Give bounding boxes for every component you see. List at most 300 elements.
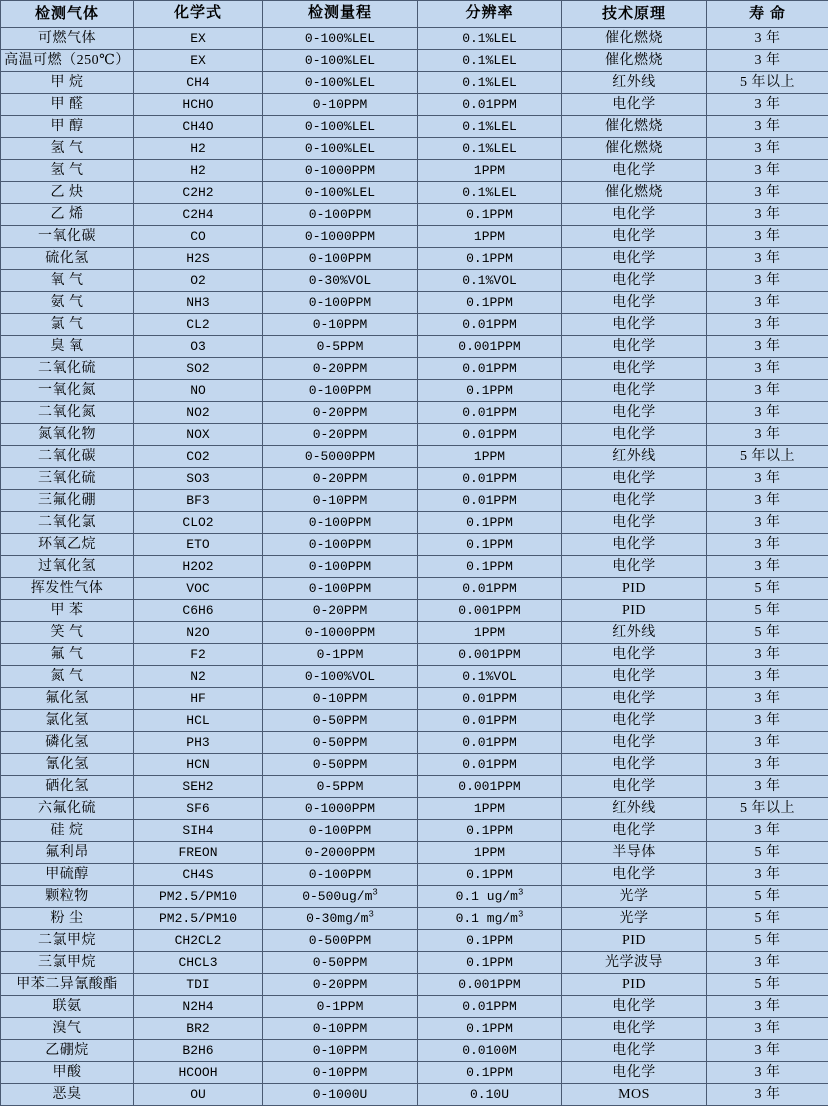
- cell-resolution: 1PPM: [418, 160, 562, 182]
- cell-resolution: 0.1PPM: [418, 952, 562, 974]
- cell-lifespan: 5 年: [707, 974, 828, 996]
- table-row: [1, 974, 828, 996]
- cell-lifespan: 5 年: [707, 622, 828, 644]
- cell-technology: 电化学: [562, 1062, 707, 1084]
- table-row: [1, 1018, 828, 1040]
- cell-range: 0-50PPM: [263, 732, 418, 754]
- cell-gas: 三氧化硫: [1, 468, 134, 490]
- cell-technology: 光学: [562, 908, 707, 930]
- cell-gas: 氟化氢: [1, 688, 134, 710]
- cell-gas: 二氧化碳: [1, 446, 134, 468]
- cell-range: 0-100PPM: [263, 292, 418, 314]
- cell-resolution: 1PPM: [418, 798, 562, 820]
- cell-range: 0-100PPM: [263, 534, 418, 556]
- cell-range: 0-100%LEL: [263, 138, 418, 160]
- cell-range: 0-10PPM: [263, 1040, 418, 1062]
- cell-range: 0-100%LEL: [263, 72, 418, 94]
- cell-range: 0-100PPM: [263, 864, 418, 886]
- cell-resolution: 0.1%LEL: [418, 116, 562, 138]
- cell-range: 0-100PPM: [263, 820, 418, 842]
- cell-technology: PID: [562, 578, 707, 600]
- cell-range: 0-20PPM: [263, 600, 418, 622]
- cell-lifespan: 3 年: [707, 138, 828, 160]
- cell-technology: 电化学: [562, 226, 707, 248]
- table-row: [1, 72, 828, 94]
- cell-formula: CO: [134, 226, 263, 248]
- cell-technology: 催化燃烧: [562, 50, 707, 72]
- table-row: [1, 380, 828, 402]
- cell-range: 0-100%LEL: [263, 28, 418, 50]
- cell-lifespan: 3 年: [707, 270, 828, 292]
- cell-resolution: 1PPM: [418, 446, 562, 468]
- cell-gas: 甲苯二异氰酸酯: [1, 974, 134, 996]
- cell-range: 0-500PPM: [263, 930, 418, 952]
- cell-gas: 甲 苯: [1, 600, 134, 622]
- cell-gas: 硒化氢: [1, 776, 134, 798]
- cell-resolution: 0.01PPM: [418, 996, 562, 1018]
- cell-lifespan: 3 年: [707, 402, 828, 424]
- cell-lifespan: 5 年: [707, 908, 828, 930]
- table-row: [1, 270, 828, 292]
- cell-formula: SO3: [134, 468, 263, 490]
- table-row: [1, 908, 828, 930]
- cell-formula: PM2.5/PM10: [134, 908, 263, 930]
- cell-technology: 电化学: [562, 732, 707, 754]
- cell-technology: 电化学: [562, 512, 707, 534]
- cell-lifespan: 3 年: [707, 512, 828, 534]
- cell-gas: 乙硼烷: [1, 1040, 134, 1062]
- cell-technology: 电化学: [562, 776, 707, 798]
- cell-resolution: 1PPM: [418, 622, 562, 644]
- cell-lifespan: 5 年: [707, 842, 828, 864]
- cell-lifespan: 3 年: [707, 952, 828, 974]
- cell-resolution: 0.1PPM: [418, 534, 562, 556]
- cell-lifespan: 3 年: [707, 292, 828, 314]
- table-row: [1, 468, 828, 490]
- cell-technology: 催化燃烧: [562, 138, 707, 160]
- cell-formula: N2: [134, 666, 263, 688]
- cell-lifespan: 3 年: [707, 116, 828, 138]
- cell-gas: 三氯甲烷: [1, 952, 134, 974]
- cell-technology: 电化学: [562, 490, 707, 512]
- cell-gas: 联氨: [1, 996, 134, 1018]
- cell-formula: BF3: [134, 490, 263, 512]
- cell-lifespan: 3 年: [707, 754, 828, 776]
- table-row: [1, 732, 828, 754]
- cell-formula: NO2: [134, 402, 263, 424]
- cell-gas: 磷化氢: [1, 732, 134, 754]
- cell-technology: 催化燃烧: [562, 182, 707, 204]
- cell-technology: 电化学: [562, 402, 707, 424]
- cell-technology: 电化学: [562, 424, 707, 446]
- cell-technology: 电化学: [562, 358, 707, 380]
- cell-formula: NO: [134, 380, 263, 402]
- cell-gas: 氮氧化物: [1, 424, 134, 446]
- cell-gas: 硅 烷: [1, 820, 134, 842]
- table-row: [1, 666, 828, 688]
- cell-lifespan: 3 年: [707, 556, 828, 578]
- cell-resolution: 0.1PPM: [418, 930, 562, 952]
- table-row: [1, 138, 828, 160]
- cell-range: 0-50PPM: [263, 710, 418, 732]
- cell-technology: 电化学: [562, 534, 707, 556]
- cell-range: 0-100PPM: [263, 512, 418, 534]
- cell-gas: 乙 烯: [1, 204, 134, 226]
- cell-lifespan: 3 年: [707, 732, 828, 754]
- cell-formula: SEH2: [134, 776, 263, 798]
- cell-gas: 氯 气: [1, 314, 134, 336]
- cell-formula: CH4: [134, 72, 263, 94]
- cell-resolution: 0.1PPM: [418, 1062, 562, 1084]
- cell-resolution: 0.001PPM: [418, 974, 562, 996]
- table-row: [1, 534, 828, 556]
- cell-gas: 三氟化硼: [1, 490, 134, 512]
- cell-range: 0-2000PPM: [263, 842, 418, 864]
- cell-gas: 恶臭: [1, 1084, 134, 1106]
- cell-formula: N2O: [134, 622, 263, 644]
- cell-resolution: 0.1 $ug/m^3$: [418, 886, 562, 908]
- cell-lifespan: 3 年: [707, 1062, 828, 1084]
- column-header-resolution: 分辨率: [418, 1, 562, 28]
- cell-range: 0-10PPM: [263, 688, 418, 710]
- cell-resolution: 0.001PPM: [418, 644, 562, 666]
- cell-formula: H2: [134, 138, 263, 160]
- cell-resolution: 0.01PPM: [418, 710, 562, 732]
- cell-range: 0-10PPM: [263, 314, 418, 336]
- table-row: [1, 996, 828, 1018]
- table-row: [1, 886, 828, 908]
- cell-technology: 电化学: [562, 666, 707, 688]
- cell-gas: 二氧化氯: [1, 512, 134, 534]
- cell-range: 0-20PPM: [263, 468, 418, 490]
- cell-formula: H2: [134, 160, 263, 182]
- cell-formula: FREON: [134, 842, 263, 864]
- cell-range: 0-1000PPM: [263, 798, 418, 820]
- cell-resolution: 0.1%LEL: [418, 182, 562, 204]
- cell-range: 0-1000PPM: [263, 160, 418, 182]
- cell-formula: EX: [134, 50, 263, 72]
- cell-technology: 电化学: [562, 468, 707, 490]
- cell-range: $0-500ug/m^3$: [263, 886, 418, 908]
- cell-gas: 高温可燃（250℃）: [1, 50, 134, 72]
- cell-gas: 甲硫醇: [1, 864, 134, 886]
- cell-formula: SF6: [134, 798, 263, 820]
- table-row: [1, 842, 828, 864]
- cell-lifespan: 3 年: [707, 1018, 828, 1040]
- cell-technology: 电化学: [562, 1018, 707, 1040]
- table-row: [1, 226, 828, 248]
- cell-resolution: 0.1PPM: [418, 1018, 562, 1040]
- column-header-gas: 检测气体: [1, 1, 134, 28]
- cell-lifespan: 3 年: [707, 644, 828, 666]
- cell-lifespan: 3 年: [707, 50, 828, 72]
- cell-gas: 臭 氧: [1, 336, 134, 358]
- table-row: [1, 600, 828, 622]
- cell-technology: 光学波导: [562, 952, 707, 974]
- table-row: [1, 622, 828, 644]
- cell-resolution: 0.1%VOL: [418, 270, 562, 292]
- cell-technology: 电化学: [562, 864, 707, 886]
- cell-technology: PID: [562, 600, 707, 622]
- column-header-technology: 技术原理: [562, 1, 707, 28]
- cell-gas: 环氧乙烷: [1, 534, 134, 556]
- cell-lifespan: 3 年: [707, 204, 828, 226]
- cell-formula: ETO: [134, 534, 263, 556]
- cell-gas: 氧 气: [1, 270, 134, 292]
- cell-formula: C2H2: [134, 182, 263, 204]
- cell-lifespan: 3 年: [707, 820, 828, 842]
- cell-technology: MOS: [562, 1084, 707, 1106]
- cell-lifespan: 3 年: [707, 424, 828, 446]
- cell-resolution: 0.1%VOL: [418, 666, 562, 688]
- cell-resolution: 0.1%LEL: [418, 72, 562, 94]
- cell-lifespan: 3 年: [707, 1040, 828, 1062]
- cell-lifespan: 3 年: [707, 534, 828, 556]
- cell-technology: 红外线: [562, 72, 707, 94]
- cell-formula: C2H4: [134, 204, 263, 226]
- cell-gas: 硫化氢: [1, 248, 134, 270]
- cell-gas: 甲酸: [1, 1062, 134, 1084]
- cell-technology: 红外线: [562, 798, 707, 820]
- cell-technology: 电化学: [562, 644, 707, 666]
- cell-range: 0-1000PPM: [263, 622, 418, 644]
- cell-formula: CH4S: [134, 864, 263, 886]
- table-row: [1, 94, 828, 116]
- cell-formula: OU: [134, 1084, 263, 1106]
- cell-formula: CLO2: [134, 512, 263, 534]
- cell-resolution: 0.01PPM: [418, 490, 562, 512]
- table-row: [1, 1040, 828, 1062]
- cell-resolution: 0.1PPM: [418, 512, 562, 534]
- cell-gas: 氮 气: [1, 666, 134, 688]
- column-header-lifespan: 寿 命: [707, 1, 828, 28]
- cell-range: 0-100PPM: [263, 248, 418, 270]
- cell-gas: 氨 气: [1, 292, 134, 314]
- table-row: [1, 336, 828, 358]
- cell-technology: 电化学: [562, 292, 707, 314]
- cell-resolution: 0.1%LEL: [418, 138, 562, 160]
- cell-formula: NOX: [134, 424, 263, 446]
- table-row: [1, 688, 828, 710]
- cell-formula: H2O2: [134, 556, 263, 578]
- cell-range: 0-5000PPM: [263, 446, 418, 468]
- cell-lifespan: 5 年以上: [707, 72, 828, 94]
- cell-lifespan: 5 年以上: [707, 798, 828, 820]
- cell-gas: 过氧化氢: [1, 556, 134, 578]
- cell-range: 0-1PPM: [263, 996, 418, 1018]
- cell-gas: 一氧化碳: [1, 226, 134, 248]
- cell-lifespan: 5 年: [707, 578, 828, 600]
- cell-technology: 电化学: [562, 710, 707, 732]
- cell-range: 0-100%LEL: [263, 116, 418, 138]
- cell-formula: HCN: [134, 754, 263, 776]
- cell-gas: 可燃气体: [1, 28, 134, 50]
- cell-gas: 氟利昂: [1, 842, 134, 864]
- cell-range: 0-1PPM: [263, 644, 418, 666]
- table-row: [1, 160, 828, 182]
- cell-formula: CL2: [134, 314, 263, 336]
- cell-resolution: 0.01PPM: [418, 688, 562, 710]
- table-row: [1, 512, 828, 534]
- cell-gas: 乙 炔: [1, 182, 134, 204]
- cell-range: 0-1000U: [263, 1084, 418, 1106]
- cell-resolution: 0.1%LEL: [418, 50, 562, 72]
- cell-formula: EX: [134, 28, 263, 50]
- cell-technology: 电化学: [562, 688, 707, 710]
- cell-resolution: 0.1PPM: [418, 820, 562, 842]
- cell-technology: 电化学: [562, 336, 707, 358]
- cell-resolution: 0.001PPM: [418, 600, 562, 622]
- cell-resolution: 0.01PPM: [418, 754, 562, 776]
- column-header-formula: 化学式: [134, 1, 263, 28]
- cell-gas: 氯化氢: [1, 710, 134, 732]
- table-row: [1, 182, 828, 204]
- cell-lifespan: 5 年: [707, 930, 828, 952]
- cell-gas: 甲 醇: [1, 116, 134, 138]
- cell-technology: 电化学: [562, 314, 707, 336]
- cell-formula: BR2: [134, 1018, 263, 1040]
- cell-technology: PID: [562, 974, 707, 996]
- cell-resolution: 0.001PPM: [418, 776, 562, 798]
- cell-lifespan: 3 年: [707, 380, 828, 402]
- cell-resolution: 0.1PPM: [418, 204, 562, 226]
- cell-range: 0-20PPM: [263, 974, 418, 996]
- cell-gas: 氟 气: [1, 644, 134, 666]
- table-row: [1, 28, 828, 50]
- cell-gas: 二氧化硫: [1, 358, 134, 380]
- cell-range: $0-30mg/m^3$: [263, 908, 418, 930]
- cell-range: 0-100PPM: [263, 204, 418, 226]
- cell-lifespan: 5 年以上: [707, 446, 828, 468]
- cell-formula: CHCL3: [134, 952, 263, 974]
- cell-resolution: 0.1 $mg/m^3$: [418, 908, 562, 930]
- table-row: [1, 490, 828, 512]
- cell-range: 0-20PPM: [263, 402, 418, 424]
- cell-technology: 电化学: [562, 1040, 707, 1062]
- table-row: [1, 292, 828, 314]
- cell-gas: 氢 气: [1, 160, 134, 182]
- table-row: [1, 644, 828, 666]
- cell-formula: O3: [134, 336, 263, 358]
- cell-formula: VOC: [134, 578, 263, 600]
- table-row: [1, 578, 828, 600]
- cell-resolution: 0.1PPM: [418, 380, 562, 402]
- cell-technology: 电化学: [562, 380, 707, 402]
- table-row: [1, 1062, 828, 1084]
- cell-gas: 二氯甲烷: [1, 930, 134, 952]
- cell-formula: CH2CL2: [134, 930, 263, 952]
- table-body: [1, 28, 828, 1106]
- cell-resolution: 0.0100M: [418, 1040, 562, 1062]
- cell-gas: 笑 气: [1, 622, 134, 644]
- cell-resolution: 1PPM: [418, 842, 562, 864]
- cell-lifespan: 3 年: [707, 182, 828, 204]
- table-row: [1, 820, 828, 842]
- cell-resolution: 0.01PPM: [418, 94, 562, 116]
- cell-formula: H2S: [134, 248, 263, 270]
- cell-technology: 催化燃烧: [562, 28, 707, 50]
- cell-technology: 电化学: [562, 94, 707, 116]
- cell-lifespan: 3 年: [707, 336, 828, 358]
- cell-technology: 电化学: [562, 270, 707, 292]
- cell-technology: 半导体: [562, 842, 707, 864]
- cell-gas: 一氧化氮: [1, 380, 134, 402]
- table-row: [1, 798, 828, 820]
- cell-resolution: 0.001PPM: [418, 336, 562, 358]
- cell-formula: HCHO: [134, 94, 263, 116]
- cell-resolution: 1PPM: [418, 226, 562, 248]
- cell-resolution: 0.1PPM: [418, 556, 562, 578]
- cell-resolution: 0.1PPM: [418, 248, 562, 270]
- cell-gas: 颗粒物: [1, 886, 134, 908]
- cell-technology: 电化学: [562, 820, 707, 842]
- cell-formula: CO2: [134, 446, 263, 468]
- cell-lifespan: 3 年: [707, 226, 828, 248]
- cell-range: 0-10PPM: [263, 1018, 418, 1040]
- cell-range: 0-100PPM: [263, 380, 418, 402]
- table-row: [1, 402, 828, 424]
- table-row: [1, 358, 828, 380]
- cell-technology: 红外线: [562, 446, 707, 468]
- cell-range: 0-10PPM: [263, 1062, 418, 1084]
- cell-lifespan: 3 年: [707, 358, 828, 380]
- table-row: [1, 204, 828, 226]
- cell-lifespan: 3 年: [707, 996, 828, 1018]
- cell-range: 0-5PPM: [263, 776, 418, 798]
- cell-technology: 催化燃烧: [562, 116, 707, 138]
- cell-gas: 溴气: [1, 1018, 134, 1040]
- cell-range: 0-100%LEL: [263, 182, 418, 204]
- table-row: [1, 50, 828, 72]
- table-row: [1, 424, 828, 446]
- table-row: [1, 556, 828, 578]
- cell-lifespan: 3 年: [707, 864, 828, 886]
- cell-formula: PM2.5/PM10: [134, 886, 263, 908]
- cell-formula: HF: [134, 688, 263, 710]
- cell-lifespan: 3 年: [707, 314, 828, 336]
- cell-range: 0-5PPM: [263, 336, 418, 358]
- cell-formula: F2: [134, 644, 263, 666]
- table-row: [1, 776, 828, 798]
- cell-lifespan: 3 年: [707, 248, 828, 270]
- cell-resolution: 0.01PPM: [418, 358, 562, 380]
- cell-lifespan: 3 年: [707, 688, 828, 710]
- cell-technology: 电化学: [562, 556, 707, 578]
- table-row: [1, 446, 828, 468]
- table-row: [1, 754, 828, 776]
- cell-gas: 粉 尘: [1, 908, 134, 930]
- cell-gas: 氢 气: [1, 138, 134, 160]
- cell-range: 0-20PPM: [263, 424, 418, 446]
- cell-resolution: 0.1%LEL: [418, 28, 562, 50]
- column-header-range: 检测量程: [263, 1, 418, 28]
- cell-lifespan: 3 年: [707, 710, 828, 732]
- cell-range: 0-50PPM: [263, 754, 418, 776]
- cell-gas: 甲 醛: [1, 94, 134, 116]
- cell-resolution: 0.1PPM: [418, 292, 562, 314]
- cell-lifespan: 3 年: [707, 468, 828, 490]
- cell-technology: PID: [562, 930, 707, 952]
- cell-gas: 甲 烷: [1, 72, 134, 94]
- cell-technology: 电化学: [562, 754, 707, 776]
- cell-lifespan: 3 年: [707, 94, 828, 116]
- cell-lifespan: 3 年: [707, 1084, 828, 1106]
- table-row: [1, 1084, 828, 1106]
- cell-technology: 电化学: [562, 204, 707, 226]
- table-row: [1, 864, 828, 886]
- cell-formula: SO2: [134, 358, 263, 380]
- cell-lifespan: 5 年: [707, 600, 828, 622]
